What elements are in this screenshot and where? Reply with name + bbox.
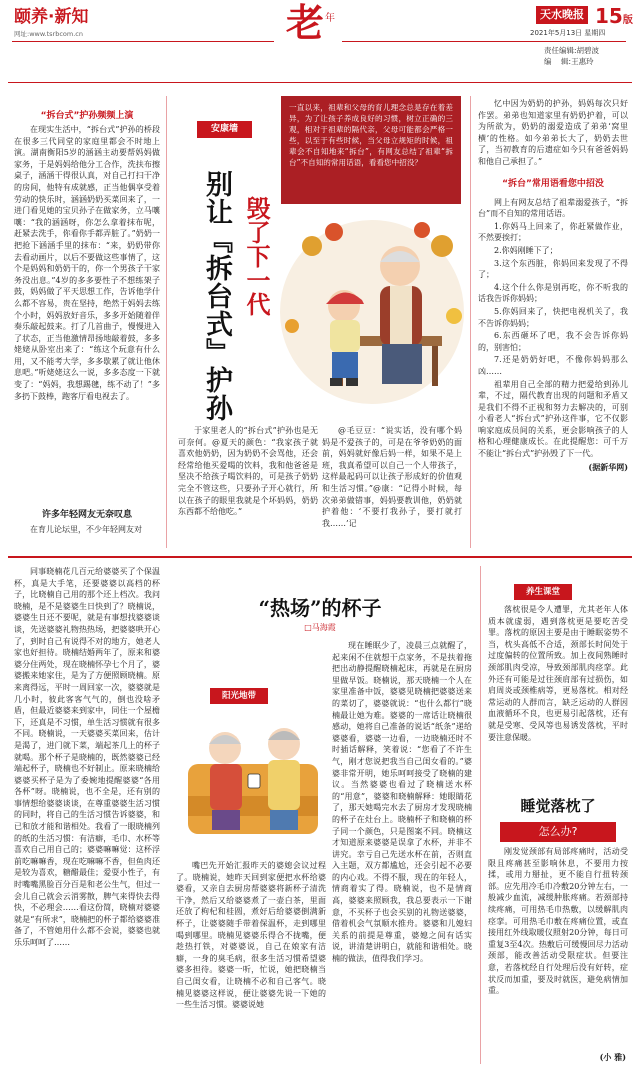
health-subhead: 怎么办? xyxy=(500,822,616,842)
feature-col-2 xyxy=(178,425,318,549)
story-author: □马海霞 xyxy=(304,623,336,632)
feature-divider-1 xyxy=(166,96,167,548)
feature-subhead-3: “拆台”常用语看您中招没 xyxy=(502,178,604,189)
section-divider xyxy=(8,556,632,558)
paper-name: 天水晚报 xyxy=(536,6,588,24)
grandpa-figure xyxy=(380,246,422,384)
feature-col-2-text: 于家里老人的“拆台式”护孙也是无可奈何。@夏天的颜色：“我家孩子就喜欢他奶奶，因为奶奶不会骂他，还会经常给他买爱喝的饮料，我和他爸爸是坚决不给孩子喝饮料的，可是孩子奶奶完全不管这些，只要孙子开心就行，所以在孩子的眼里我就是个坏妈妈，奶奶东西都不给他吃。” xyxy=(178,426,318,517)
feature-intro-text: 一直以来，祖辈和父母的育儿理念总是存在着差异，为了让孩子养成良好的习惯，树立正确的三观，相对于祖辈的隔代亲，父母可能都会严格一些，以至于有些时候，当父母立规矩的时候，祖辈会不自知地来“拆台”，有网友总结了祖辈“拆台”不自知的常用话语，看看您中招没？ xyxy=(289,103,453,167)
feature-list-item: 6.东西砸坏了吧，我不会告诉你妈的，别害怕； xyxy=(478,331,628,352)
feature-illustration xyxy=(272,206,466,418)
feature-col-4-end: 祖辈用自己全部的精力把爱给到孙儿辈，不过，隔代教育出现的问题和矛盾又是我们不得不正视和努力去解决的，可别小看老人“拆台式”护孙这件事，它不仅影响家庭成员间的关系，更会影响孩子的人格和心理健康成长。在此提醒您：可千万不能让“拆台式”护孙毁了下一代。 xyxy=(478,379,628,459)
cup-icon xyxy=(248,774,260,788)
designer-label: 编 辑:王惠玲 xyxy=(544,57,594,66)
story-divider xyxy=(480,566,481,1064)
feature-headline-sub xyxy=(238,196,271,316)
feature-col-4-text: 忆中因为奶奶的护孙，妈妈每次只好作罢。弟弟也知道家里有奶奶护着，可以为所欲为，奶奶的溺爱造成了弟弟‘窝里横’的性格。如今弟弟长大了，奶奶去世了，当初教育的后遗症如今只有爸爸妈妈和他自己承担了。” xyxy=(478,99,628,166)
health-source: (小 雅) xyxy=(599,1052,626,1062)
feature-list-item: 1.你妈马上回来了，你赶紧做作业，不然要挨打； xyxy=(478,221,628,243)
story-col-3-text: 现在睡眠少了，凌晨三点就醒了，起来闲不住就想干点家务，不是扶着拖把出动静提醒晓楠起床，再就是在厨房里做早饭。晓楠说，那天晓楠一个人在家里准备中饭，婆婆见晓楠把婆婆送来的菜切了，婆婆就说：“也什么都行”晓楠最让她为难。婆婆的一席话让晓楠很感动，她将自己准备的说话“纸条”递给婆婆看，婆婆一边看，一边晓楠还时不时插话解释，笑着说：“您看了不许生气，刚才您说把我当自己闺女看的。”婆婆非常开明，她乐呵呵接受了晓楠的建议。当然婆婆也看过了晓楠送水杯的“用意”，婆婆和晓楠解释：她眼睛花了，那天她喝完水去了厨房才发现晓楠的杯子在灶台上。晓楠杯子和晓楠的杯子同一个颜色，只是图案不同。晓楠这才知道原来婆婆是误拿了水杯，并非不讲究。幸亏自己先送水杯在前，否则直入主题，双方都尴尬，还会引起不必要的内心戏。不得不服，现在的年轻人，情商着实了得。晓楠说，也不是情商高，婆婆来照顾我，我总要表示一下谢意，不买杯子也会买别的礼物送婆婆，借着机会气氛顺水推舟。婆婆和儿媳妇关系的前提是尊重，婆媳之间有话实说，讲清楚讲明白，就能和谐相处。晓楠的做法，值得我们学习。 xyxy=(332,641,472,964)
brand-small: 年 xyxy=(325,13,335,24)
grandma-1-figure xyxy=(209,732,242,830)
story-col-1 xyxy=(14,566,160,1064)
feature-col-1-text: 在现实生活中，“拆台式”护孙的桥段在很多三代同堂的家庭里都会不时地上演。湖南衡阳5岁的涵涵主动要帮妈妈做家务，于是妈妈给他分工合作，洗扶布擦桌子，涵涵干得很认真，对自己打扫干净的房间，他特有成就感，正当他偶享受着劳动的快乐时，涵涵奶奶买菜回来了，一进门看见她的宝贝孙子在做家务，立马嚷嚷：“我的涵涵呀，你怎么拿着抹布呢，赶紧去洗手，你看你手都弄脏了。”奶奶一把抢下涵涵手里的抹布：“来，奶奶带你去看动画片，以后不要做这些事情了，这个是妈妈和奶奶干的，你一个男孩子干家务没出息。”4岁的多多要性子不想练架子鼓，妈妈做了平天思想工作，告诉他学什么都不容易，贵在坚持，绝然于妈妈去练个小时，妈妈放好音乐，多多开始随着伴奏乐敲起鼓来。打了几首曲子，慢慢进入了状态，正当他激情昂扬地敲着鼓，多多姥姥从卧室出来了：“练这个玩意有什么用，又不能考大学，多多歇累了就让他休息吧。”听姥姥这么一说，多多态度一下就变了：“妈妈，我想踢毽，练不动了！”多多扔下鼓棒，跑客厅看电视去了。 xyxy=(14,125,160,401)
feature-subhead-2: 许多年轻网友无奈叹息 xyxy=(41,510,132,520)
feature-col-4-intro: 网上有网友总结了祖辈溺爱孩子，“拆台”而不自知的常用话语。 xyxy=(478,197,628,219)
feature-col-1 xyxy=(14,124,160,502)
story-col-1-text: 同事晓楠花几百元给婆婆买了个保温杯，真是大手笔，还要婆婆以高档的杯子，比晓楠自己用的那个还上档次。我问晓楠，是不是婆婆生日快到了？晓楠说，婆婆生日还不要呢，就是有事想找婆婆谈谈，先送婆婆礼物热热场，把婆婆哄开心了，到时自己有说得不对的地方，她老人家也好担待。晓楠结婚两年了，原来和婆婆分住两处，现在晓楠怀孕七个月了，婆婆搬来她家住，是为了方便照顾晓楠。原来离得远，平时一周回家一次，婆婆就是几小时，彼此客客气气的，倒也没啥矛盾，但最近婆婆来到家中，同住一个屋檐下，还真是不习惯，单生活习惯就有很多不同。晓楠说，一天婆婆买菜回来，估计是渴了，进门就下菜，端起茶几上的杯子就喝。那个杯子是晓楠的，既然婆婆已经端起杯子，晓楠也不好制止。原来晓楠给婆婆买杯子是为了委婉地提醒婆婆“各用各杯”呀。晓楠说，也不全是，还有别的事情想给婆婆谈谈，在尊重婆婆生活习惯的同时，将自己的生活习惯告诉婆婆，和已和放才能和谐相处。我看了一眼晓楠列的纸的生活习惯：有洁癖，毛巾、水杯等喜欢自己用自己的；婆婆嘛嘛觉：这杯浮前吃嘛嘛香，现在吃嘛嘛不香，但鱼肉还是较为喜欢，糖醋最佳；爱耍小性子，有时嘴嘴黑脸百分百是和老公生气，但过一会儿自己就会云消雾散，脾气来得快去得快，不必理会……看这份简，晓楠对婆婆就是“有所求”，晓楠把的杯子都给婆婆准备了，不管她用什么都不会说，婆婆也就乐乐呵呵了…… xyxy=(14,567,160,947)
story-illustration xyxy=(180,678,326,854)
issue-date: 2021年5月13日 星期四 xyxy=(530,29,606,37)
brand-char: 老 xyxy=(286,0,325,45)
feature-list-item: 3.这个东西脏，你妈回来发现了不得了； xyxy=(478,258,628,280)
health-col-2 xyxy=(488,846,628,1052)
editor-label: 责任编辑:胡碧波 xyxy=(544,46,600,55)
feature-col-1-tail xyxy=(14,524,160,550)
feature-col-1-tail-text: 在育儿论坛里，不少年轻网友对 xyxy=(30,525,142,534)
feature-list-item: 7.还是奶奶好吧，不像你妈妈那么凶…… xyxy=(478,355,628,376)
page-num: 15 xyxy=(595,4,623,28)
feature-list-item: 5.你妈回来了，快把电视机关了，我不告诉你妈妈； xyxy=(478,306,628,328)
story-col-2 xyxy=(176,860,326,1064)
feature-source: (据新华网) xyxy=(588,461,628,472)
feature-author-tag: 安康墙 xyxy=(197,121,252,138)
health-col-text: 落枕很是令人遭罪，尤其老年人体质本就虚弱，遇到落枕更是要吃苦受罪。落枕的原因主要是由于睡眠姿势不当，枕头高低不合适，颈部长时间处于过度偏转的位置所致。加上夜间熟睡时颈部肌肉受凉，导致颈部肌肉痉挛。此外还有可能是过往颈肩部有过损伤，如肩周炎或颈椎病等，更易落枕。相对经常运动的人群而言，缺乏运动的人群因血液循环不良，也更易引起落枕，还有就是受寒、受风等也易诱发落枕，平时要注意保暖。 xyxy=(488,605,628,742)
feature-headline-main-text: 别让『拆台式』护孙 xyxy=(201,170,232,422)
story-col-3 xyxy=(332,640,472,1064)
story-col-2-text: 嘴巴先开始汇报昨天的婆媳会议过程了。晓楠说，她昨天回到家便把水杯给婆婆看，又亲自去厨房帮婆婆将新杯子清洗干净，然后又给婆婆煮了一壶白茶，里面还放了枸杞和桂圆，煮好后给婆婆倒满新杯子，让婆婆随手带着保温杯，走到哪里喝到哪里。晓楠见婆婆乐得合不拢嘴，便趁热打铁，对婆婆说，自己在娘家有洁癖，一身的臭毛病，很多生活习惯希望婆婆多担待。婆婆一听，忙说，她把晓楠当自己闺女看，让晓楠不必和自己客气。晓楠见婆婆这样说，便让婆婆先说一下她的一些生活习惯。婆婆说她 xyxy=(176,861,326,1010)
health-tag: 养生课堂 xyxy=(514,584,572,600)
feature-subhead-1: “拆台式”护孙频频上演 xyxy=(40,111,134,121)
feature-headline-main xyxy=(198,170,230,422)
feature-col-4 xyxy=(478,98,628,548)
masthead xyxy=(0,0,640,70)
feature-intro-box xyxy=(281,96,461,204)
feature-top-rule xyxy=(8,82,632,83)
health-col xyxy=(488,604,628,790)
masthead-rule-right xyxy=(342,41,626,42)
masthead-rule-left xyxy=(12,41,274,42)
feature-col-3 xyxy=(322,425,462,549)
feature-col-3-text: @毛豆豆：“说实话，没有哪个妈妈是不爱孩子的，可是在爷爷奶奶的面前，妈妈就好像后妈一样，如果不是上班，我真希望可以自己一个人带孩子，这样最起码可以让孩子形成好的价值观和生活习惯。”@康：“记得小时候，每次弟弟做错事，妈妈要教训他，奶奶就护着他：‘不要打我孙子，要打就打我……’记 xyxy=(322,426,462,528)
feature-list-item: 4.这个什么你是别再吃，你不听我的话我告诉你妈妈； xyxy=(478,282,628,304)
grandma-2-figure xyxy=(268,728,300,830)
page-suffix: 版 xyxy=(622,15,633,26)
feature-divider-2 xyxy=(470,96,471,548)
page-number xyxy=(595,2,633,31)
feature-list-item: 2.你妈刚睡下了； xyxy=(494,245,558,255)
website: 网址:www.tsrbcom.cn xyxy=(14,30,83,38)
health-col-2-text: 刚发觉颈部有局部疼痛时，活动受限且疼痛甚至影响休息，不要用力按揉，或用力掰扯，更不能自行扭转颈部。应先用冷毛巾冷敷20分钟左右，一般减少血流，减缓肿胀疼痛。若颈部持续疼痛，可用热毛巾热敷，以缓解肌肉痉挛。可用热毛巾敷在疼痛位置，或直接用红外线取暖仪照射20分钟，每日可重复3至4次。热敷后可缓慢回尽力活动颈部，能改善活动受限症状。但要注意，若落枕经自行处理后没有好转，症状反而加重，要及时就医，避免病情加重。 xyxy=(488,847,628,996)
section-logo: 颐养·新知 xyxy=(14,7,89,27)
story-tag: 阳光地带 xyxy=(210,688,268,704)
story-title: “热场”的杯子 xyxy=(258,596,382,620)
feature-headline-sub-text: 毁了下一代 xyxy=(242,196,271,316)
health-headline: 睡觉落枕了 xyxy=(520,797,596,815)
